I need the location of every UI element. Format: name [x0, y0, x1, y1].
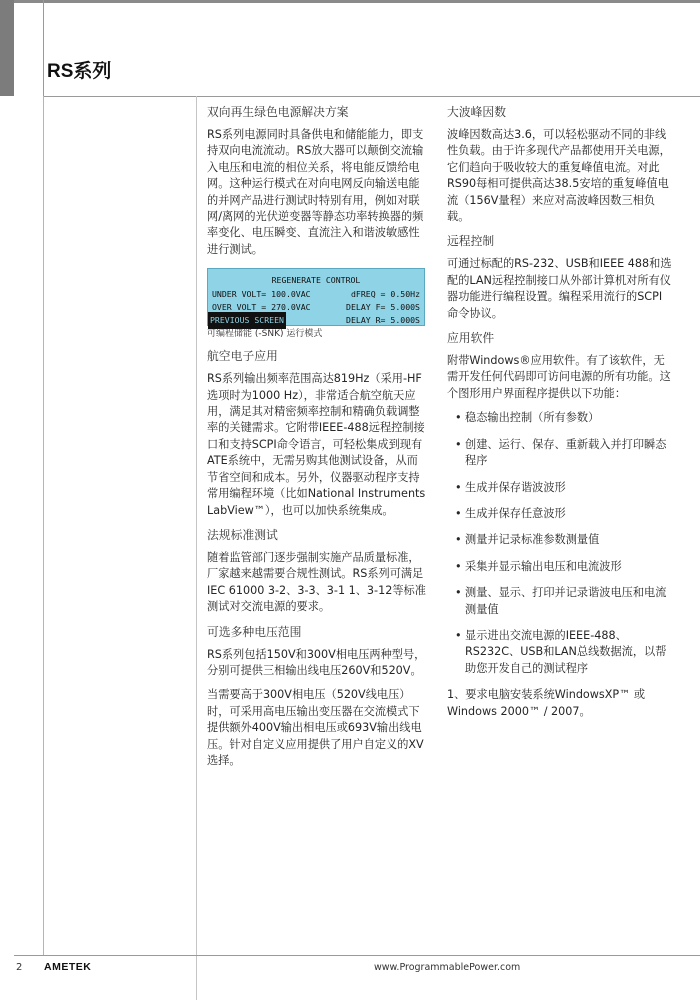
- regenerate-control-display: [207, 268, 425, 326]
- list-item: • 生成并保存任意波形: [455, 506, 672, 522]
- lcd-title: REGENERATE CONTROL: [271, 275, 361, 286]
- section-paragraph: RS系列输出频率范围高达819Hz（采用-HF选项时为1000 Hz），非常适合航空航天应用，满足其对精密频率控制和精确负载调整率的关键需求。它附带IEEE-488远程控制接口和支持SCPI命令语言，可轻松集成到现有ATE系统中，无需另购其他测试设备，从而节省空间和成本。另外，仪器驱动程序支持常用编程环境（比如National Instruments LabView™），也可以加快系统集成。: [207, 372, 426, 517]
- section-crest-factor: [447, 104, 672, 225]
- display-caption: 可编程储能 (-SNK) 运行模式: [207, 329, 323, 340]
- section-paragraph: RS系列包括150V和300V相电压两种型号，分别可提供三相输出线电压260V和520V。: [207, 647, 426, 677]
- section-heading: 航空电子应用: [207, 349, 278, 364]
- section-heading: 大波峰因数: [447, 105, 506, 119]
- section-paragraph: RS系列电源同时具备供电和储能能力，即支持双向电流流动。RS放大器可以颠倒交流输入电压和电流的相位关系，将电能反馈给电网。这种运行模式在对向电网反向输送电能的并网产品进行测试时特别有用，例如对联网/离网的光伏逆变器等静态功率转换器的频率变化、电压瞬变、直流注入和谐波敏感性进行测试。: [207, 128, 424, 256]
- section-compliance: [207, 527, 427, 616]
- section-voltage-ranges: [207, 624, 427, 770]
- list-item: • 显示进出交流电源的IEEE-488、RS232C、USB和LAN总线数据流，以帮助您开发自己的测试程序: [455, 628, 667, 675]
- list-item: • 生成并保存谐波波形: [455, 480, 672, 496]
- series-title: RS系列: [47, 61, 112, 82]
- right-column: [447, 104, 672, 728]
- margin-rule: [43, 96, 44, 955]
- lcd-under-volt: UNDER VOLT= 100.0VAC: [212, 289, 311, 300]
- list-item: • 采集并显示输出电压和电流波形: [455, 559, 672, 575]
- list-item: • 创建、运行、保存、重新载入并打印瞬态程序: [455, 437, 667, 468]
- lcd-dfreq: dFREQ = 0.50Hz: [350, 289, 420, 300]
- lcd-delay-f: DELAY F= 5.000S: [346, 302, 420, 313]
- section-heading: 远程控制: [447, 234, 495, 249]
- section-regenerative: [207, 104, 427, 258]
- feature-list: [447, 410, 672, 677]
- footer-url[interactable]: www.ProgrammablePower.com: [374, 962, 521, 973]
- section-paragraph: 随着监管部门逐步强制实施产品质量标准，厂家越来越需要合规性测试。RS系列可满足IEC 61000 3-2、3-3、3-1 1、3-12等标准测试对交流电源的要求。: [207, 550, 426, 614]
- section-paragraph: 可通过标配的RS-232、USB和IEEE 488和选配的LAN远程控制接口从外部计算机对所有仪器功能进行编程设置。编程采用流行的SCPI命令协议。: [447, 257, 672, 320]
- section-remote-control: [447, 233, 672, 322]
- left-column: [207, 104, 427, 777]
- lcd-delay-r: DELAY R= 5.000S: [346, 315, 420, 326]
- page-number: 2: [16, 962, 23, 973]
- section-heading: 法规标准测试: [207, 527, 278, 542]
- top-rule: [0, 0, 700, 3]
- section-heading: 可选多种电压范围: [207, 624, 302, 639]
- footer-rule: [14, 955, 700, 956]
- bullet-icon: •: [455, 411, 462, 425]
- section-paragraph: 附带Windows®应用软件。有了该软件，无需开发任何代码即可访问电源的所有功能。这个图形用户界面程序提供以下功能：: [447, 354, 671, 400]
- section-avionics: [207, 348, 427, 519]
- ametek-logo: AMETEK: [44, 961, 92, 973]
- section-paragraph: 波峰因数高达3.6，可以轻松驱动不同的非线性负载。由于许多现代产品都使用开关电源，它们趋向于吸收较大的重复峰值电流。对此RS90每相可提供高达38.5安培的重复峰值电流（156V量程）来应对高波峰因数三相负载。: [447, 128, 671, 224]
- section-software: [447, 330, 672, 402]
- section-heading: 应用软件: [447, 331, 495, 346]
- bullet-icon: •: [455, 586, 462, 600]
- bullet-icon: •: [455, 506, 462, 520]
- lcd-previous-screen: PREVIOUS SCREEN: [208, 312, 286, 328]
- bullet-icon: •: [455, 628, 462, 642]
- section-paragraph: 当需要高于300V相电压（520V线电压）时，可采用高电压输出变压器在交流模式下提供额外400V输出相电压或693V输出线电压。针对自定义应用提供了用户自定义的XV选择。: [207, 688, 424, 767]
- header-rule: [43, 96, 700, 97]
- header-divider: [43, 0, 44, 96]
- side-tab: [0, 0, 14, 96]
- system-requirement-note: 1、要求电脑安装系统WindowsXP™ 或 Windows 2000™ / 2007。: [447, 688, 646, 718]
- column-divider: [196, 96, 197, 955]
- section-heading: 双向再生绿色电源解决方案: [207, 105, 349, 119]
- bullet-icon: •: [455, 559, 462, 573]
- bullet-icon: •: [455, 533, 462, 547]
- list-item: • 测量、显示、打印并记录谐波电压和电流测量值: [455, 586, 667, 616]
- lcd-over-volt: OVER VOLT = 270.0VAC: [212, 302, 311, 313]
- footer-divider: [196, 955, 197, 1000]
- bullet-icon: •: [455, 437, 462, 451]
- bullet-icon: •: [455, 480, 462, 494]
- list-item: • 稳态输出控制（所有参数）: [455, 410, 672, 426]
- list-item: • 测量并记录标准参数测量值: [455, 532, 672, 548]
